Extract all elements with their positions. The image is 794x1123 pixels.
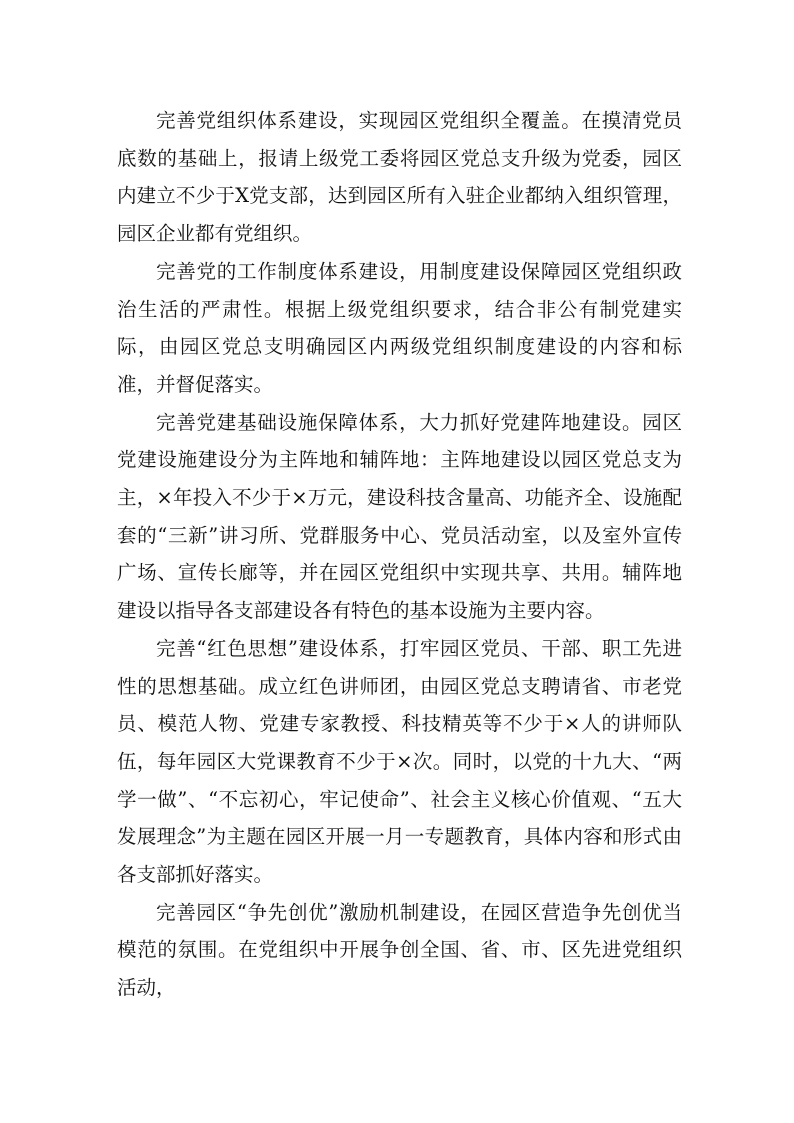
paragraph-organization-system: 完善党组织体系建设，实现园区党组织全覆盖。在摸清党员底数的基础上，报请上级党工委将园区党总支升级为党委，园区内建立不少于X党支部，达到园区所有入驻企业都纳入组织管理，园区企业都有党组织。: [117, 109, 682, 246]
paragraph-incentive-mechanism: 完善园区“争先创优”激励机制建设，在园区营造争先创优当模范的氛围。在党组织中开展争创全国、省、市、区先进党组织活动，: [117, 900, 682, 1000]
document-body: [117, 102, 682, 1007]
paragraph-infrastructure: 完善党建基础设施保障体系，大力抓好党建阵地建设。园区党建设施建设分为主阵地和辅阵地：主阵地建设以园区党总支为主，×年投入不少于×万元，建设科技含量高、功能齐全、设施配套的“三新”讲习所、党群服务中心、党员活动室，以及室外宣传广场、宣传长廊等，并在园区党组织中实现共享、共用。辅阵地建设以指导各支部建设各有特色的基本设施为主要内容。: [117, 410, 682, 623]
paragraph-work-system: 完善党的工作制度体系建设，用制度建设保障园区党组织政治生活的严肃性。根据上级党组织要求，结合非公有制党建实际，由园区党总支明确园区内两级党组织制度建设的内容和标准，并督促落实。: [117, 259, 682, 396]
paragraph-red-thought: 完善“红色思想”建设体系，打牢园区党员、干部、职工先进性的思想基础。成立红色讲师团，由园区党总支聘请省、市老党员、模范人物、党建专家教授、科技精英等不少于×人的讲师队伍，每年园区大党课教育不少于×次。同时，以党的十九大、“两学一做”、“不忘初心，牢记使命”、社会主义核心价值观、“五大发展理念”为主题在园区开展一月一专题教育，具体内容和形式由各支部抓好落实。: [117, 636, 682, 887]
